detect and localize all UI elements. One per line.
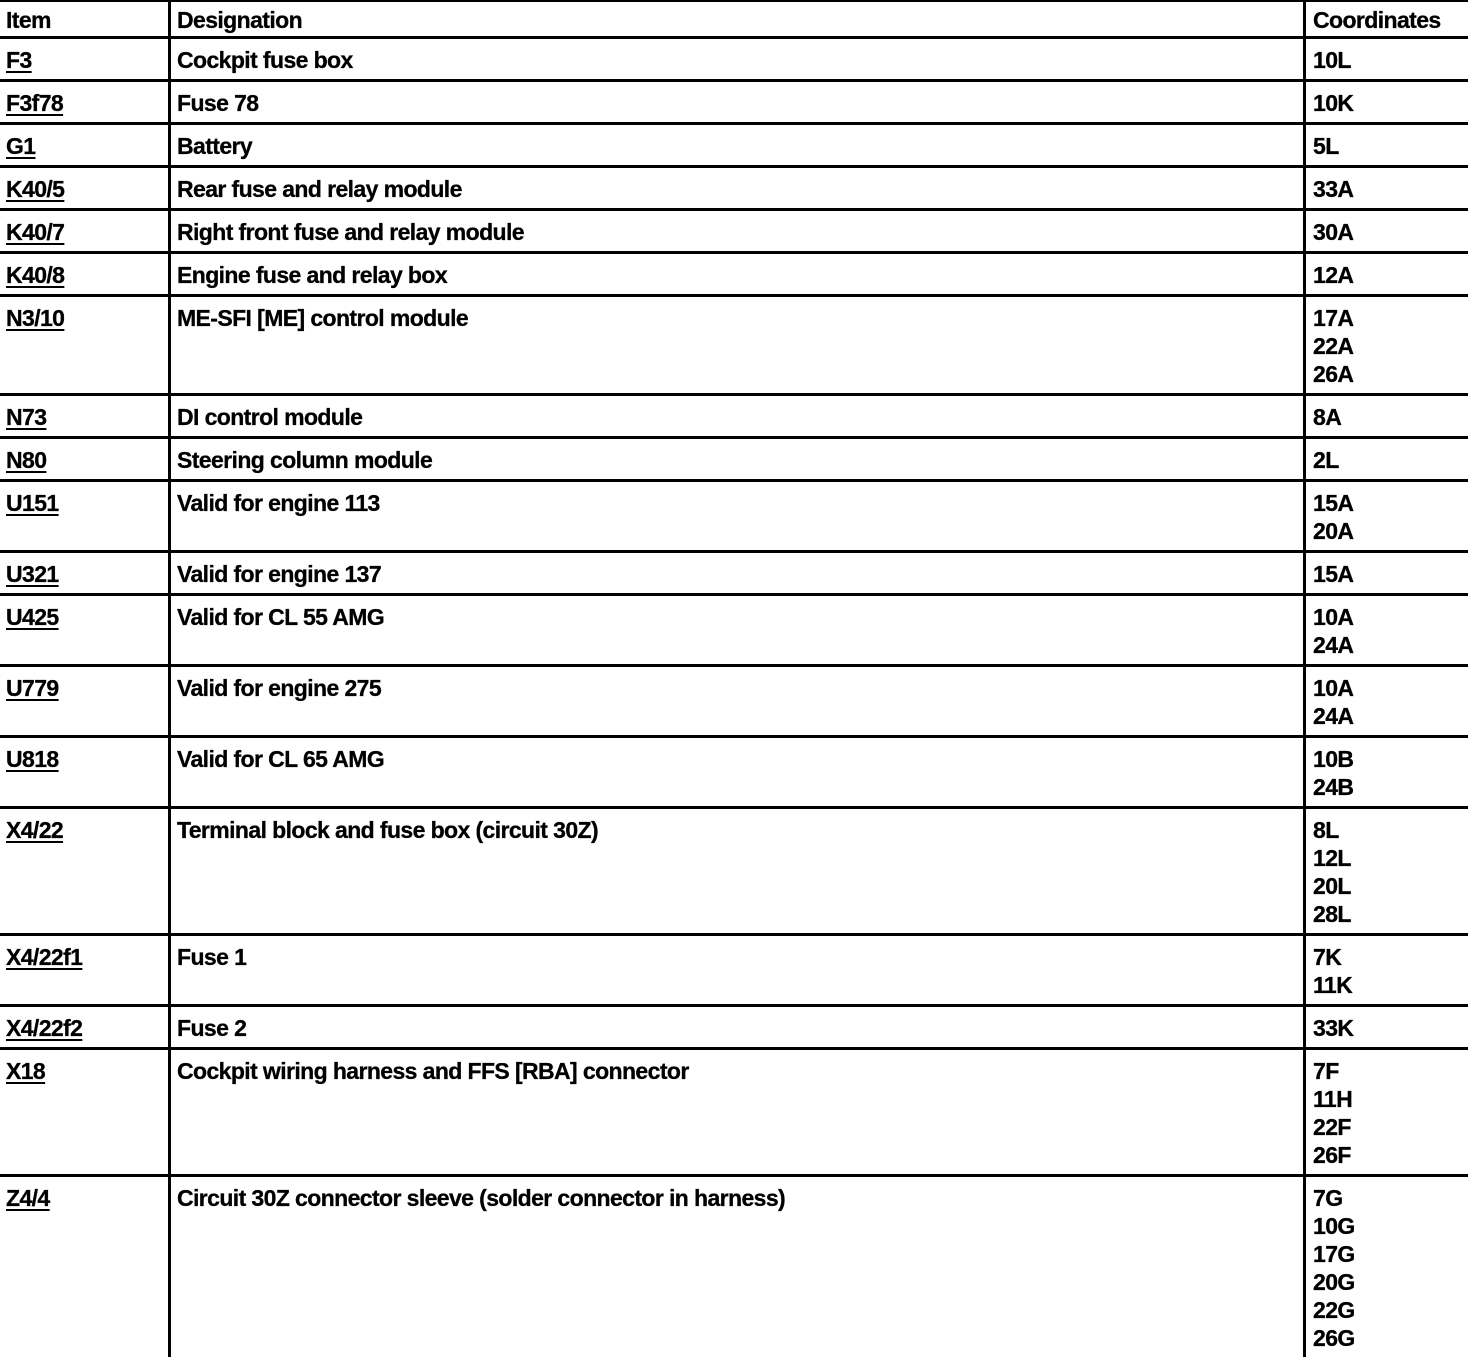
coordinate-value: 20G [1313, 1269, 1355, 1295]
item-cell [0, 396, 171, 436]
item-cell [0, 482, 171, 550]
designation-cell: Terminal block and fuse box (circuit 30Z) [171, 809, 1306, 933]
coordinates-cell [1306, 667, 1468, 735]
designation-cell: Circuit 30Z connector sleeve (solder connector in harness) [171, 1177, 1306, 1357]
designation-cell: Cockpit fuse box [171, 39, 1306, 79]
designation-cell: Steering column module [171, 439, 1306, 479]
designation-cell: ME-SFI [ME] control module [171, 297, 1306, 393]
coordinate-value: 26G [1313, 1325, 1355, 1351]
table-row [0, 1177, 1468, 1357]
designation-cell: Engine fuse and relay box [171, 254, 1306, 294]
coordinate-value: 12A [1313, 262, 1354, 288]
item-link[interactable]: U425 [6, 604, 59, 630]
coordinates-cell [1306, 297, 1468, 393]
table-row [0, 809, 1468, 936]
table-row [0, 936, 1468, 1007]
coordinate-value: 17G [1313, 1241, 1355, 1267]
item-cell [0, 809, 171, 933]
table-row [0, 1050, 1468, 1177]
designation-cell: Valid for engine 137 [171, 553, 1306, 593]
table-row [0, 297, 1468, 396]
coordinates-cell [1306, 82, 1468, 122]
coordinates-cell [1306, 439, 1468, 479]
coordinate-value: 10K [1313, 90, 1354, 116]
coordinates-cell [1306, 553, 1468, 593]
item-cell [0, 39, 171, 79]
item-link[interactable]: U779 [6, 675, 59, 701]
item-link[interactable]: X4/22f1 [6, 944, 83, 970]
table-row [0, 553, 1468, 596]
coordinates-cell [1306, 125, 1468, 165]
coordinate-value: 22F [1313, 1114, 1351, 1140]
item-cell [0, 1007, 171, 1047]
coordinate-value: 11H [1313, 1086, 1353, 1112]
item-link[interactable]: G1 [6, 133, 36, 159]
designation-cell: DI control module [171, 396, 1306, 436]
table-row [0, 439, 1468, 482]
item-link[interactable]: N80 [6, 447, 47, 473]
coordinate-value: 7G [1313, 1185, 1343, 1211]
designation-cell: Rear fuse and relay module [171, 168, 1306, 208]
coordinates-cell [1306, 39, 1468, 79]
coordinate-value: 20A [1313, 518, 1354, 544]
item-link[interactable]: X4/22 [6, 817, 64, 843]
coordinates-cell [1306, 1177, 1468, 1357]
item-link[interactable]: U818 [6, 746, 59, 772]
coordinate-value: 24B [1313, 774, 1354, 800]
item-link[interactable]: X4/22f2 [6, 1015, 83, 1041]
table-row [0, 667, 1468, 738]
designation-cell: Fuse 78 [171, 82, 1306, 122]
item-link[interactable]: N3/10 [6, 305, 65, 331]
coordinates-cell [1306, 211, 1468, 251]
item-cell [0, 168, 171, 208]
item-cell [0, 82, 171, 122]
item-link[interactable]: U151 [6, 490, 59, 516]
coordinate-value: 8L [1313, 817, 1339, 843]
item-link[interactable]: Z4/4 [6, 1185, 50, 1211]
coordinate-value: 17A [1313, 305, 1354, 331]
coordinates-cell [1306, 738, 1468, 806]
table-row [0, 125, 1468, 168]
coordinate-value: 15A [1313, 490, 1354, 516]
item-link[interactable]: K40/8 [6, 262, 65, 288]
table-body [0, 39, 1468, 1357]
coordinates-cell [1306, 168, 1468, 208]
coordinate-value: 7F [1313, 1058, 1339, 1084]
coordinate-value: 30A [1313, 219, 1354, 245]
designation-cell: Valid for engine 275 [171, 667, 1306, 735]
table-row [0, 211, 1468, 254]
item-link[interactable]: F3f78 [6, 90, 64, 116]
designation-cell: Battery [171, 125, 1306, 165]
designation-cell: Cockpit wiring harness and FFS [RBA] connector [171, 1050, 1306, 1174]
item-cell [0, 553, 171, 593]
item-cell [0, 297, 171, 393]
item-cell [0, 596, 171, 664]
table-row [0, 168, 1468, 211]
header-designation: Designation [171, 2, 1306, 36]
coordinate-value: 10A [1313, 675, 1354, 701]
coordinates-cell [1306, 936, 1468, 1004]
header-item: Item [0, 2, 171, 36]
coordinate-value: 33A [1313, 176, 1354, 202]
item-link[interactable]: K40/5 [6, 176, 65, 202]
coordinate-value: 7K [1313, 944, 1342, 970]
designation-cell: Right front fuse and relay module [171, 211, 1306, 251]
coordinate-value: 11K [1313, 972, 1353, 998]
table-header-row [0, 0, 1468, 39]
coordinates-cell [1306, 1050, 1468, 1174]
coordinates-cell [1306, 596, 1468, 664]
designation-cell: Fuse 2 [171, 1007, 1306, 1047]
header-coordinates: Coordinates [1313, 7, 1441, 33]
coordinate-value: 2L [1313, 447, 1339, 473]
coordinate-value: 8A [1313, 404, 1342, 430]
coordinates-cell [1306, 482, 1468, 550]
item-cell [0, 667, 171, 735]
coordinate-value: 10A [1313, 604, 1354, 630]
designation-cell: Valid for engine 113 [171, 482, 1306, 550]
item-link[interactable]: K40/7 [6, 219, 65, 245]
item-cell [0, 439, 171, 479]
coordinate-value: 20L [1313, 873, 1351, 899]
table-row [0, 596, 1468, 667]
coordinates-cell [1306, 1007, 1468, 1047]
coordinate-value: 28L [1313, 901, 1351, 927]
table-row [0, 738, 1468, 809]
coordinates-cell [1306, 396, 1468, 436]
coordinate-value: 12L [1313, 845, 1351, 871]
table-row [0, 82, 1468, 125]
coordinate-value: 26A [1313, 361, 1354, 387]
designation-cell: Fuse 1 [171, 936, 1306, 1004]
coordinate-value: 26F [1313, 1142, 1351, 1168]
coordinate-value: 5L [1313, 133, 1339, 159]
item-cell [0, 125, 171, 165]
item-link[interactable]: U321 [6, 561, 59, 587]
coordinate-value: 10B [1313, 746, 1354, 772]
table-row [0, 39, 1468, 82]
coordinate-value: 22G [1313, 1297, 1355, 1323]
coordinates-cell [1306, 809, 1468, 933]
designation-cell: Valid for CL 55 AMG [171, 596, 1306, 664]
coordinate-value: 24A [1313, 632, 1354, 658]
table-row [0, 254, 1468, 297]
designation-cell: Valid for CL 65 AMG [171, 738, 1306, 806]
item-link[interactable]: F3 [6, 47, 32, 73]
item-link[interactable]: N73 [6, 404, 47, 430]
item-cell [0, 1050, 171, 1174]
coordinate-value: 33K [1313, 1015, 1354, 1041]
item-cell [0, 738, 171, 806]
table-row [0, 482, 1468, 553]
table-row [0, 1007, 1468, 1050]
item-cell [0, 936, 171, 1004]
coordinate-value: 24A [1313, 703, 1354, 729]
item-cell [0, 211, 171, 251]
item-cell [0, 254, 171, 294]
coordinate-value: 10L [1313, 47, 1351, 73]
item-cell [0, 1177, 171, 1357]
coordinates-cell [1306, 254, 1468, 294]
coordinate-value: 10G [1313, 1213, 1355, 1239]
coordinate-value: 22A [1313, 333, 1354, 359]
item-link[interactable]: X18 [6, 1058, 46, 1084]
coordinate-value: 15A [1313, 561, 1354, 587]
table-row [0, 396, 1468, 439]
